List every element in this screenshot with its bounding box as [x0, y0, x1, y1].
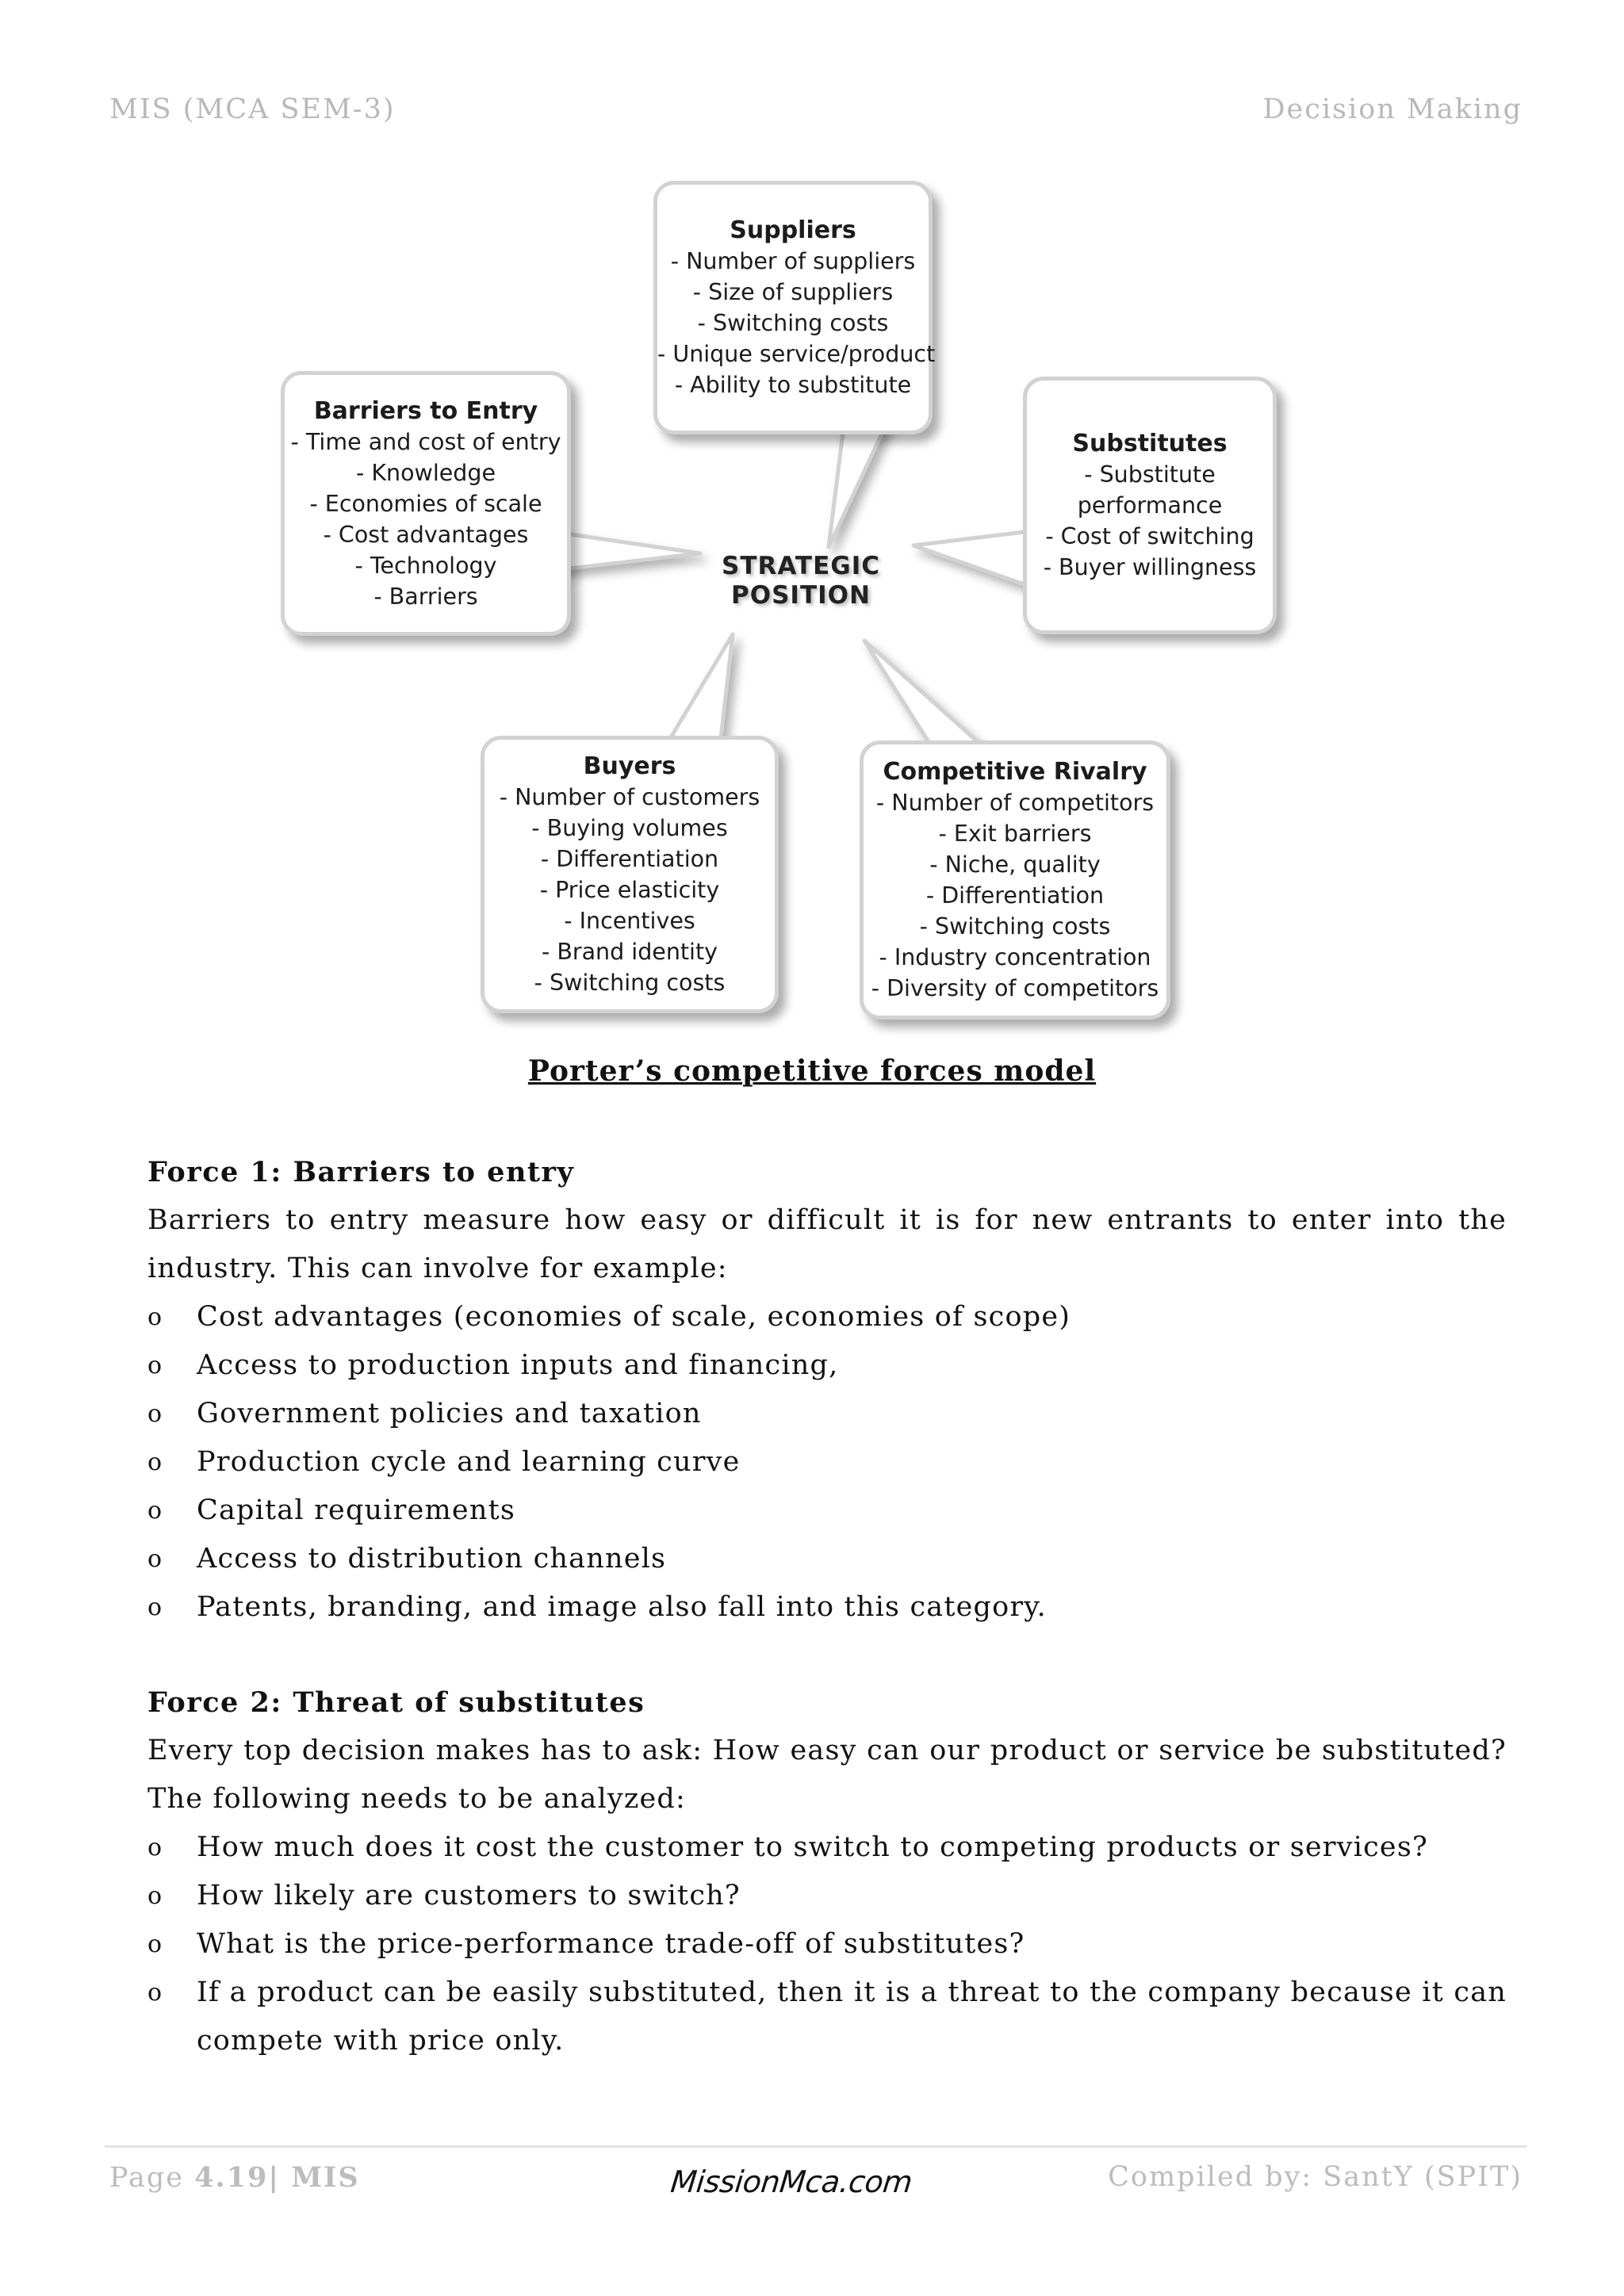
force-2-section [147, 1678, 1507, 2065]
force-1-intro: Barriers to entry measure how easy or difficult it is for new entrants to enter into the industry. This can involve for example: [147, 1204, 1507, 1284]
substitutes-box [1023, 377, 1277, 634]
box-title: Buyers [583, 752, 676, 780]
footer-divider [105, 2145, 1527, 2148]
bullet-icon: o [147, 1979, 163, 2007]
list-item: o Access to distribution channels [147, 1535, 1507, 1583]
box-item: - Industry concentration [879, 944, 1151, 970]
box-item: - Exit barriers [938, 821, 1092, 847]
list-item: o What is the price-performance trade-off of substitutes? [147, 1920, 1507, 1969]
figure-caption: Porter’s competitive forces model [527, 1054, 1097, 1088]
buyers-tail [666, 634, 733, 745]
footer-compiled-by: Compiled by: SantY (SPIT) [1108, 2161, 1522, 2193]
box-item: - Differentiation [540, 846, 719, 872]
porter-forces-diagram [270, 166, 1348, 1039]
header-right: Decision Making [1262, 94, 1522, 125]
box-item: - Technology [354, 552, 497, 579]
box-item: - Size of suppliers [692, 279, 894, 305]
bullet-icon: o [147, 1834, 163, 1862]
rivalry-tail [864, 641, 983, 747]
list-item: o How likely are customers to switch? [147, 1872, 1507, 1920]
substitutes-tail [914, 531, 1031, 587]
box-title: Substitutes [1072, 430, 1228, 457]
box-item: - Brand identity [541, 939, 718, 965]
force-1-list [147, 1293, 1507, 1632]
box-item: - Number of suppliers [670, 248, 916, 274]
bullet-icon: o [147, 1931, 163, 1958]
suppliers-box [653, 181, 936, 434]
box-item: - Number of competitors [875, 790, 1155, 816]
box-item: - Incentives [564, 908, 695, 934]
list-item: o Production cycle and learning curve [147, 1438, 1507, 1487]
bullet-icon: o [147, 1594, 163, 1621]
barriers-tail [549, 531, 700, 571]
list-item: o Cost advantages (economies of scale, economies of scope) [147, 1293, 1507, 1341]
bullet-icon: o [147, 1352, 163, 1380]
list-item: o Patents, branding, and image also fall into this category. [147, 1583, 1507, 1632]
force-2-heading: Force 2: Threat of substitutes [147, 1686, 645, 1719]
force-1-section [147, 1148, 1507, 1632]
box-item: - Buyer willingness [1043, 554, 1257, 580]
box-item: - Number of customers [499, 784, 760, 810]
box-title: Suppliers [730, 216, 856, 244]
box-item: - Buying volumes [531, 815, 728, 841]
force-2-intro: Every top decision makes has to ask: How easy can our product or service be substituted? The following needs to be analyzed: [147, 1735, 1507, 1815]
list-item: o Access to production inputs and financing, [147, 1341, 1507, 1390]
bullet-icon: o [147, 1303, 163, 1331]
box-item: - Cost of switching [1045, 523, 1254, 549]
box-item: - Differentiation [925, 882, 1105, 909]
bullet-icon: o [147, 1400, 163, 1428]
header-left: MIS (MCA SEM-3) [109, 94, 396, 125]
box-item: - Diversity of competitors [871, 975, 1159, 1001]
bullet-icon: o [147, 1497, 163, 1525]
footer-page-value: 4.19| MIS [194, 2161, 360, 2194]
box-item: - Ability to substitute [674, 372, 912, 398]
box-item: performance [1077, 492, 1223, 519]
footer-page-number [109, 2161, 360, 2194]
footer-page-label: Page [109, 2162, 184, 2194]
list-item: o If a product can be easily substituted, then it is a threat to the company because it can compete with price only. [147, 1969, 1507, 2065]
suppliers-tail [829, 420, 888, 547]
box-item: - Economies of scale [309, 490, 542, 517]
box-item: - Switching costs [697, 310, 889, 336]
bullet-icon: o [147, 1448, 163, 1476]
list-item: o Government policies and taxation [147, 1390, 1507, 1438]
box-item: - Substitute [1084, 461, 1216, 488]
missionmca-logo: MissionMca.com [668, 2164, 914, 2199]
box-item: - Time and cost of entry [290, 428, 561, 455]
box-item: - Price elasticity [539, 877, 720, 903]
box-item: - Cost advantages [323, 521, 529, 548]
center-line-2: POSITION [731, 581, 871, 610]
force-2-list [147, 1823, 1507, 2065]
bullet-icon: o [147, 1545, 163, 1573]
box-item: - Knowledge [355, 459, 496, 486]
box-item: - Niche, quality [929, 851, 1101, 878]
box-item: - Barriers [373, 583, 478, 610]
box-title: Competitive Rivalry [883, 758, 1147, 786]
bullet-icon: o [147, 1882, 163, 1910]
box-item: - Unique service/product [657, 341, 936, 367]
barriers-to-entry-box [281, 371, 571, 636]
box-item: - Switching costs [919, 913, 1111, 939]
buyers-box [481, 736, 779, 1013]
strategic-position-label [698, 552, 904, 610]
list-item: o Capital requirements [147, 1487, 1507, 1535]
box-item: - Switching costs [534, 970, 726, 996]
force-1-heading: Force 1: Barriers to entry [147, 1156, 575, 1188]
box-title: Barriers to Entry [313, 396, 538, 425]
center-line-1: STRATEGIC [722, 552, 880, 580]
competitive-rivalry-box [860, 740, 1170, 1020]
list-item: o How much does it cost the customer to switch to competing products or services? [147, 1823, 1507, 1872]
